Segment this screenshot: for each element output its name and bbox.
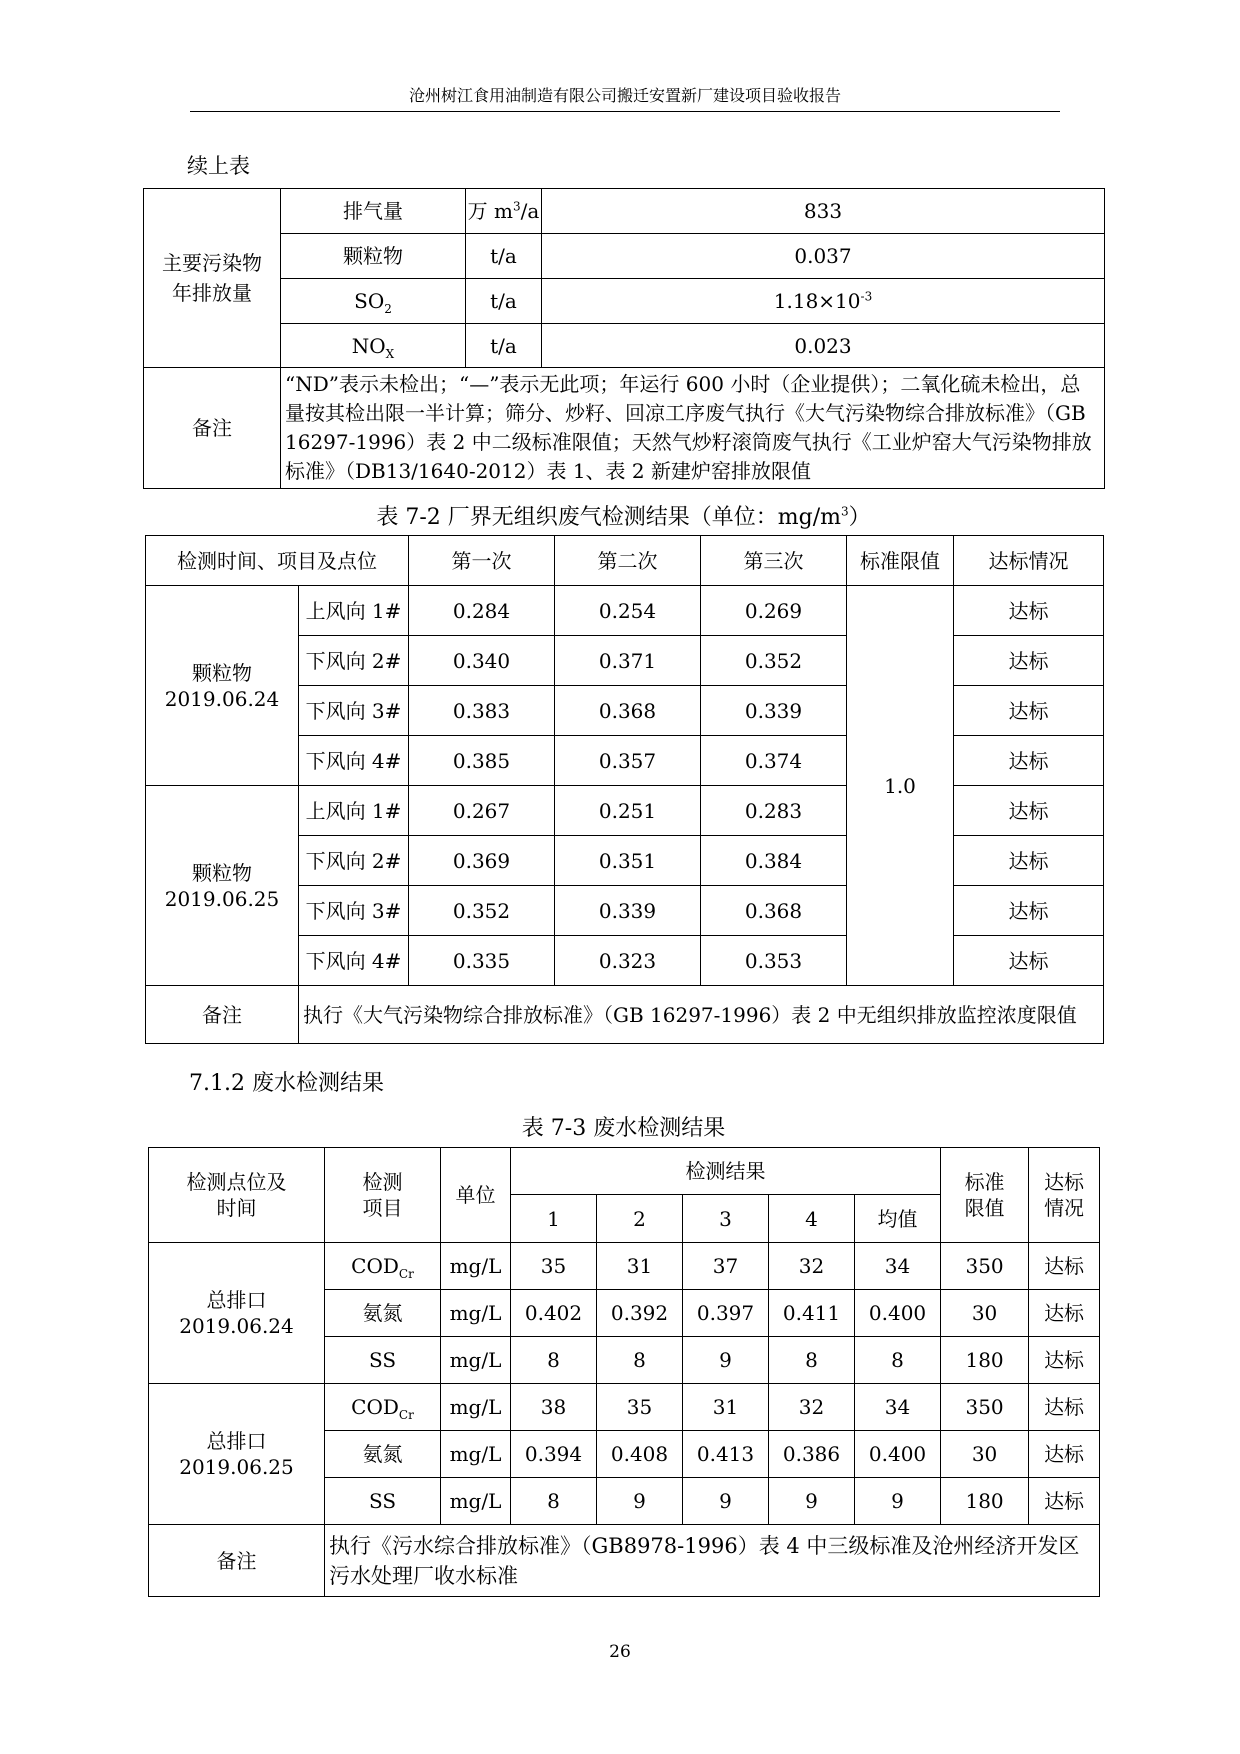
status-cell: 达标	[1029, 1431, 1100, 1478]
note-text: 执行《大气污染物综合排放标准》（GB 16297-1996）表 2 中无组织排放监控浓度限值	[299, 986, 1104, 1044]
table-cell: 8	[597, 1337, 683, 1384]
status-cell: 达标	[954, 736, 1104, 786]
limit-cell: 30	[941, 1290, 1029, 1337]
unit-cell: mg/L	[441, 1243, 511, 1290]
table-cell: 0.386	[769, 1431, 855, 1478]
limit-cell: 30	[941, 1431, 1029, 1478]
table-cell: 0.340	[409, 636, 555, 686]
column-header: 标准限值	[847, 536, 954, 586]
table-cell: 0.383	[409, 686, 555, 736]
table-7-2-caption: 表 7-2 厂界无组织废气检测结果（单位：$mg/m^3$）	[376, 504, 871, 530]
note-text: “ND”表示未检出；“—”表示无此项；年运行 600 小时（企业提供）；二氧化硫未检出，总量按其检出限一半计算；筛分、炒籽、回凉工序废气执行《大气污染物综合排放标准》（GB 16297-1996）表 2 中二级标准限值；天然气炒籽滚筒废气执行《工业炉窑大气污染物排放标准》（DB13/1640-2012）表 1、表 2 新建炉窑排放限值	[281, 368, 1105, 489]
limit-cell: 180	[941, 1337, 1029, 1384]
column-header: 4	[769, 1195, 855, 1243]
unit-cell: mg/L	[441, 1431, 511, 1478]
page-header-title: 沧州树江食用油制造有限公司搬迁安置新厂建设项目验收报告	[408, 86, 841, 105]
emission-item: 排气量	[281, 189, 466, 234]
column-header: 标准限值	[941, 1148, 1029, 1243]
status-cell: 达标	[954, 636, 1104, 686]
column-header: 检测点位及时间	[149, 1148, 325, 1243]
emission-item: $NO_X$	[281, 324, 466, 368]
limit-cell: 350	[941, 1384, 1029, 1431]
table-cell: 0.339	[701, 686, 847, 736]
sample-point: 下风向 3#	[299, 886, 409, 936]
emission-value: 0.037	[542, 234, 1105, 279]
unit-cell: mg/L	[441, 1478, 511, 1525]
sample-point: 下风向 2#	[299, 636, 409, 686]
table-cell: 0.400	[855, 1290, 941, 1337]
table-cell: 37	[683, 1243, 769, 1290]
table-cell: 0.369	[409, 836, 555, 886]
wastewater-table	[148, 1147, 1100, 1597]
emission-value: 0.023	[542, 324, 1105, 368]
table-cell: 0.323	[555, 936, 701, 986]
table-cell: 0.283	[701, 786, 847, 836]
limit-cell: 180	[941, 1478, 1029, 1525]
table-cell: 0.392	[597, 1290, 683, 1337]
table-cell: 0.402	[511, 1290, 597, 1337]
status-cell: 达标	[954, 836, 1104, 886]
column-header: 检测项目	[325, 1148, 441, 1243]
table-cell: 35	[597, 1384, 683, 1431]
table-cell: 0.368	[701, 886, 847, 936]
sample-point: 上风向 1#	[299, 786, 409, 836]
table-cell: 9	[597, 1478, 683, 1525]
column-header: 均值	[855, 1195, 941, 1243]
table-cell: 0.408	[597, 1431, 683, 1478]
test-item: SS	[325, 1337, 441, 1384]
table-cell: 0.251	[555, 786, 701, 836]
table-cell: 0.352	[409, 886, 555, 936]
table-cell: 0.267	[409, 786, 555, 836]
table-cell: 0.368	[555, 686, 701, 736]
table-cell: 0.335	[409, 936, 555, 986]
table-cell: 8	[855, 1337, 941, 1384]
table-cell: 0.385	[409, 736, 555, 786]
note-label: 备注	[149, 1525, 325, 1597]
table-cell: 8	[511, 1337, 597, 1384]
table-cell: 0.254	[555, 586, 701, 636]
status-cell: 达标	[1029, 1384, 1100, 1431]
table-cell: 9	[769, 1478, 855, 1525]
column-header: 达标情况	[954, 536, 1104, 586]
unit-cell: mg/L	[441, 1337, 511, 1384]
table-cell: 0.411	[769, 1290, 855, 1337]
status-cell: 达标	[1029, 1337, 1100, 1384]
status-cell: 达标	[954, 936, 1104, 986]
unit-cell: mg/L	[441, 1290, 511, 1337]
status-cell: 达标	[954, 886, 1104, 936]
table-cell: 32	[769, 1243, 855, 1290]
table-cell: 9	[683, 1337, 769, 1384]
table-cell: 0.353	[701, 936, 847, 986]
column-header: 达标情况	[1029, 1148, 1100, 1243]
status-cell: 达标	[1029, 1478, 1100, 1525]
table-cell: 9	[683, 1478, 769, 1525]
column-header: 检测时间、项目及点位	[146, 536, 409, 586]
emission-unit: t/a	[466, 234, 542, 279]
table-cell: 32	[769, 1384, 855, 1431]
continued-label: 续上表	[187, 154, 250, 178]
sample-point: 下风向 4#	[299, 736, 409, 786]
standard-limit: 1.0	[847, 586, 954, 986]
note-label: 备注	[144, 368, 281, 489]
emission-table	[143, 188, 1105, 489]
table-cell: 0.397	[683, 1290, 769, 1337]
emission-item: 颗粒物	[281, 234, 466, 279]
table-cell: 34	[855, 1384, 941, 1431]
note-text: 执行《污水综合排放标准》（GB8978-1996）表 4 中三级标准及沧州经济开发区污水处理厂收水标准	[325, 1525, 1100, 1597]
table-cell: 0.371	[555, 636, 701, 686]
header-rule	[190, 111, 1060, 112]
table-cell: 0.413	[683, 1431, 769, 1478]
column-header: 第二次	[555, 536, 701, 586]
page-number: 26	[609, 1642, 631, 1662]
table-cell: 0.357	[555, 736, 701, 786]
section-title: 7.1.2 废水检测结果	[189, 1071, 384, 1096]
limit-cell: 350	[941, 1243, 1029, 1290]
group-label: 颗粒物 2019.06.24	[146, 586, 299, 786]
group-label: 颗粒物 2019.06.25	[146, 786, 299, 986]
table-cell: 38	[511, 1384, 597, 1431]
status-cell: 达标	[1029, 1243, 1100, 1290]
test-item: $COD_{Cr}$	[325, 1384, 441, 1431]
column-header: 检测结果	[511, 1148, 941, 1195]
test-item: $COD_{Cr}$	[325, 1243, 441, 1290]
annual-emission-group-label: 主要污染物年排放量	[144, 189, 281, 368]
table-cell: 9	[855, 1478, 941, 1525]
sample-point: 下风向 2#	[299, 836, 409, 886]
table-cell: 31	[597, 1243, 683, 1290]
table-cell: 34	[855, 1243, 941, 1290]
test-item: SS	[325, 1478, 441, 1525]
column-header: 2	[597, 1195, 683, 1243]
test-item: 氨氮	[325, 1290, 441, 1337]
status-cell: 达标	[954, 586, 1104, 636]
table-cell: 0.351	[555, 836, 701, 886]
test-item: 氨氮	[325, 1431, 441, 1478]
status-cell: 达标	[954, 786, 1104, 836]
table-cell: 8	[511, 1478, 597, 1525]
emission-item: $SO_2$	[281, 279, 466, 324]
column-header: 1	[511, 1195, 597, 1243]
sample-point: 下风向 4#	[299, 936, 409, 986]
note-label: 备注	[146, 986, 299, 1044]
column-header: 第三次	[701, 536, 847, 586]
table-cell: 0.400	[855, 1431, 941, 1478]
emission-unit: t/a	[466, 279, 542, 324]
sample-point: 上风向 1#	[299, 586, 409, 636]
table-7-3-caption: 表 7-3 废水检测结果	[521, 1116, 726, 1141]
table-cell: 0.339	[555, 886, 701, 936]
table-cell: 31	[683, 1384, 769, 1431]
table-cell: 0.384	[701, 836, 847, 886]
sample-point: 下风向 3#	[299, 686, 409, 736]
table-cell: 0.269	[701, 586, 847, 636]
group-label: 总排口 2019.06.24	[149, 1243, 325, 1384]
table-cell: 0.352	[701, 636, 847, 686]
unit-cell: mg/L	[441, 1384, 511, 1431]
emission-unit: 万 $m^3/a$	[466, 189, 542, 234]
column-header: 3	[683, 1195, 769, 1243]
emission-unit: t/a	[466, 324, 542, 368]
emission-value: $1.18\times 10^{-3}$	[542, 279, 1105, 324]
status-cell: 达标	[1029, 1290, 1100, 1337]
table-cell: 8	[769, 1337, 855, 1384]
emission-value: 833	[542, 189, 1105, 234]
table-cell: 35	[511, 1243, 597, 1290]
fugitive-emission-table	[145, 535, 1104, 1044]
table-cell: 0.284	[409, 586, 555, 636]
table-cell: 0.394	[511, 1431, 597, 1478]
column-header: 第一次	[409, 536, 555, 586]
table-cell: 0.374	[701, 736, 847, 786]
column-header: 单位	[441, 1148, 511, 1243]
group-label: 总排口 2019.06.25	[149, 1384, 325, 1525]
status-cell: 达标	[954, 686, 1104, 736]
